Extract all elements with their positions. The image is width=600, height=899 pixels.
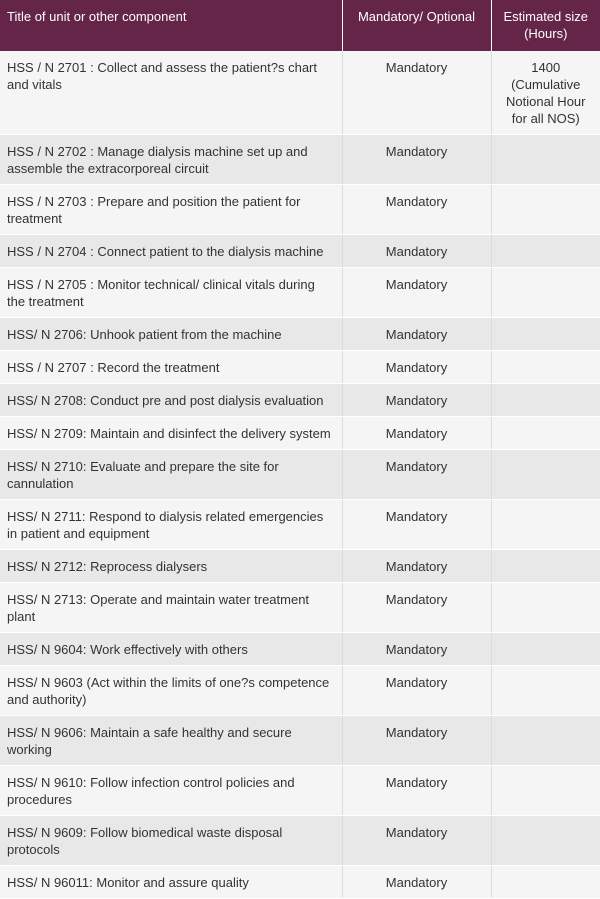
cell-title: HSS/ N 9603 (Act within the limits of one?s competence and authority): [0, 666, 342, 716]
cell-title: HSS/ N 96011: Monitor and assure quality: [0, 866, 342, 899]
cell-estimated-size: [491, 583, 600, 633]
table-row: [0, 666, 600, 716]
table-row: [0, 500, 600, 550]
table-row: [0, 766, 600, 816]
cell-mandatory-optional: Mandatory: [342, 51, 491, 135]
cell-estimated-size: [491, 766, 600, 816]
cell-mandatory-optional: Mandatory: [342, 500, 491, 550]
table-row: [0, 417, 600, 450]
table-row: [0, 583, 600, 633]
cell-mandatory-optional: Mandatory: [342, 135, 491, 185]
header-estimated-size: Estimated size (Hours): [491, 0, 600, 51]
cell-estimated-size: [491, 816, 600, 866]
cell-mandatory-optional: Mandatory: [342, 633, 491, 666]
cell-mandatory-optional: Mandatory: [342, 351, 491, 384]
cell-title: HSS / N 2707 : Record the treatment: [0, 351, 342, 384]
table-row: [0, 235, 600, 268]
cell-estimated-size: 1400 (Cumulative Notional Hour for all NOS): [491, 51, 600, 135]
cell-mandatory-optional: Mandatory: [342, 235, 491, 268]
cell-estimated-size: [491, 185, 600, 235]
cell-estimated-size: [491, 633, 600, 666]
cell-mandatory-optional: Mandatory: [342, 766, 491, 816]
header-mandatory-optional: Mandatory/ Optional: [342, 0, 491, 51]
table-row: [0, 51, 600, 135]
cell-estimated-size: [491, 268, 600, 318]
cell-mandatory-optional: Mandatory: [342, 268, 491, 318]
cell-title: HSS/ N 9604: Work effectively with others: [0, 633, 342, 666]
cell-title: HSS/ N 2709: Maintain and disinfect the delivery system: [0, 417, 342, 450]
cell-mandatory-optional: Mandatory: [342, 384, 491, 417]
cell-title: HSS / N 2704 : Connect patient to the dialysis machine: [0, 235, 342, 268]
cell-title: HSS / N 2702 : Manage dialysis machine set up and assemble the extracorporeal circuit: [0, 135, 342, 185]
cell-title: HSS / N 2705 : Monitor technical/ clinical vitals during the treatment: [0, 268, 342, 318]
cell-estimated-size: [491, 135, 600, 185]
cell-mandatory-optional: Mandatory: [342, 666, 491, 716]
table-row: [0, 866, 600, 899]
header-row: [0, 0, 600, 51]
cell-title: HSS/ N 2713: Operate and maintain water treatment plant: [0, 583, 342, 633]
header-title: Title of unit or other component: [0, 0, 342, 51]
cell-estimated-size: [491, 666, 600, 716]
cell-mandatory-optional: Mandatory: [342, 318, 491, 351]
cell-mandatory-optional: Mandatory: [342, 185, 491, 235]
table-row: [0, 450, 600, 500]
table-row: [0, 550, 600, 583]
cell-estimated-size: [491, 384, 600, 417]
cell-estimated-size: [491, 235, 600, 268]
table-row: [0, 351, 600, 384]
table-row: [0, 318, 600, 351]
table-row: [0, 185, 600, 235]
cell-title: HSS/ N 2708: Conduct pre and post dialysis evaluation: [0, 384, 342, 417]
cell-estimated-size: [491, 417, 600, 450]
cell-title: HSS/ N 2706: Unhook patient from the machine: [0, 318, 342, 351]
cell-mandatory-optional: Mandatory: [342, 550, 491, 583]
cell-title: HSS / N 2701 : Collect and assess the patient?s chart and vitals: [0, 51, 342, 135]
cell-title: HSS/ N 2711: Respond to dialysis related emergencies in patient and equipment: [0, 500, 342, 550]
cell-title: HSS/ N 2712: Reprocess dialysers: [0, 550, 342, 583]
cell-estimated-size: [491, 450, 600, 500]
table-row: [0, 716, 600, 766]
cell-mandatory-optional: Mandatory: [342, 816, 491, 866]
table-row: [0, 268, 600, 318]
cell-mandatory-optional: Mandatory: [342, 450, 491, 500]
cell-title: HSS/ N 9606: Maintain a safe healthy and secure working: [0, 716, 342, 766]
cell-estimated-size: [491, 500, 600, 550]
cell-title: HSS / N 2703 : Prepare and position the patient for treatment: [0, 185, 342, 235]
table-header: [0, 0, 600, 51]
cell-estimated-size: [491, 716, 600, 766]
cell-mandatory-optional: Mandatory: [342, 417, 491, 450]
table-row: [0, 384, 600, 417]
cell-title: HSS/ N 2710: Evaluate and prepare the site for cannulation: [0, 450, 342, 500]
table-body: [0, 51, 600, 899]
cell-mandatory-optional: Mandatory: [342, 716, 491, 766]
cell-estimated-size: [491, 318, 600, 351]
cell-mandatory-optional: Mandatory: [342, 866, 491, 899]
cell-title: HSS/ N 9609: Follow biomedical waste disposal protocols: [0, 816, 342, 866]
cell-estimated-size: [491, 351, 600, 384]
cell-mandatory-optional: Mandatory: [342, 583, 491, 633]
cell-title: HSS/ N 9610: Follow infection control policies and procedures: [0, 766, 342, 816]
cell-estimated-size: [491, 550, 600, 583]
table-row: [0, 816, 600, 866]
table-row: [0, 633, 600, 666]
table-row: [0, 135, 600, 185]
cell-estimated-size: [491, 866, 600, 899]
